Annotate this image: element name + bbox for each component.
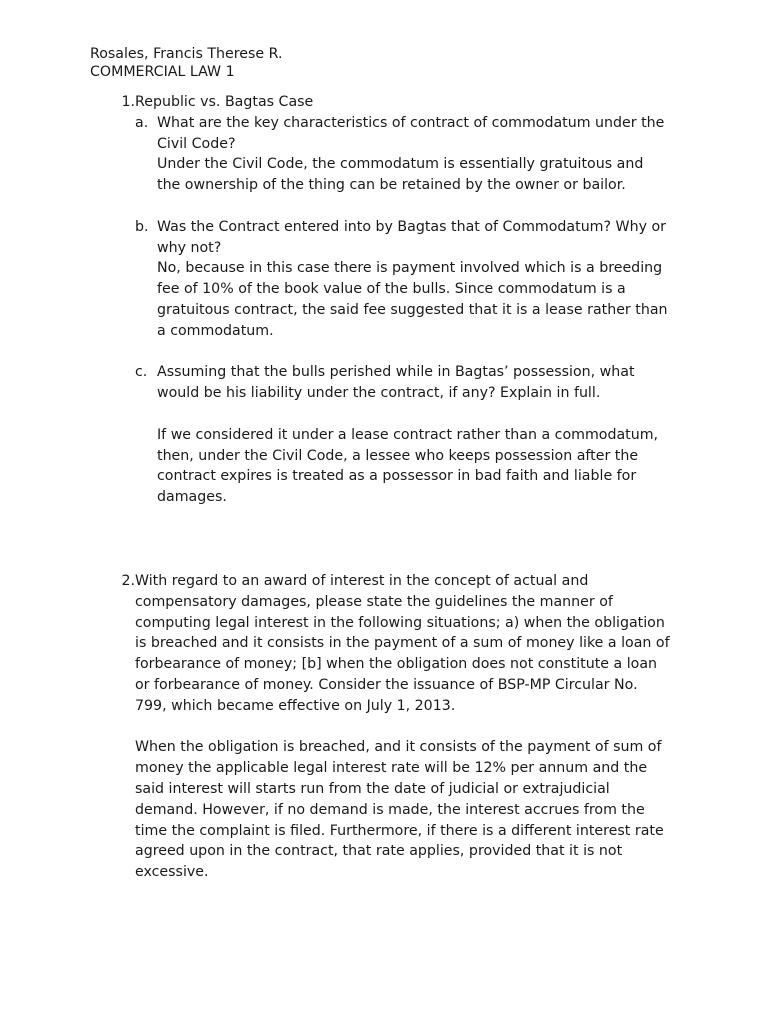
- sub-question: Was the Contract entered into by Bagtas that of Commodatum? Why or why not?: [157, 218, 666, 256]
- sub-answer: Under the Civil Code, the commodatum is essentially gratuitous and the ownership of the thing can be retained by the owner or bailor.: [157, 156, 644, 194]
- sub-question: Assuming that the bulls perished while in Bagtas’ possession, what would be his liability under the contract, if any? Explain in full.: [157, 364, 635, 402]
- sub-item-c: [135, 362, 671, 508]
- item-question: With regard to an award of interest in the concept of actual and compensatory damages, please state the guidelines the manner of computing legal interest in the following situations; a) when the obligation is breached and it consists in the payment of a sum of money like a loan of forbearance of money; [b] when the obligation does not constitute a loan or forbearance of money. Consider the issuance of BSP-MP Circular No. 799, which became effective on July 1, 2013.: [135, 573, 670, 714]
- sub-answer: No, because in this case there is payment involved which is a breeding fee of 10% of the book value of the bulls. Since commodatum is a gratuitous contract, the said fee suggested that it is a lease rather than a commodatum.: [157, 260, 668, 339]
- course-title: COMMERCIAL LAW 1: [90, 64, 235, 80]
- list-number: 2.: [121, 573, 135, 589]
- item-answer: When the obligation is breached, and it consists of the payment of sum of money the applicable legal interest rate will be 12% per annum and the said interest will starts run from the date of judicial or extrajudicial demand. However, if no demand is made, the interest accrues from the time the complaint is filed. Furthermore, if there is a different interest rate agreed upon in the contract, that rate applies, provided that it is not excessive.: [135, 739, 664, 881]
- sub-label: c.: [135, 364, 148, 381]
- case-title: Republic vs. Bagtas Case: [135, 94, 314, 110]
- sub-answer: If we considered it under a lease contract rather than a commodatum, then, under the Civil Code, a lessee who keeps possession after the contract expires is treated as a possessor in bad faith and liable for damages.: [157, 426, 659, 506]
- list-number: 1.: [121, 94, 135, 110]
- list-item-2: [111, 571, 671, 883]
- document-header: [90, 45, 690, 81]
- sub-question: What are the key characteristics of contract of commodatum under the Civil Code?: [157, 114, 665, 152]
- sub-item-a: [135, 113, 671, 196]
- sub-item-b: [135, 217, 671, 342]
- sub-label: b.: [135, 218, 149, 235]
- sub-label: a.: [135, 114, 149, 131]
- author-name: Rosales, Francis Therese R.: [90, 46, 283, 62]
- list-item-1: [111, 92, 671, 508]
